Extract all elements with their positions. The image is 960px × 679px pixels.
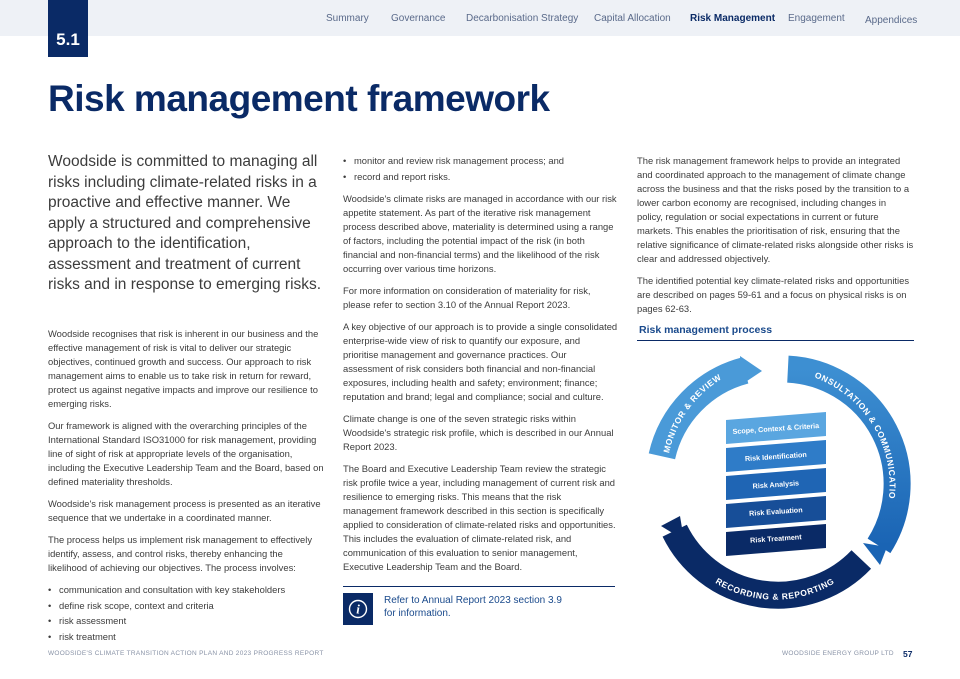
list-item: • risk treatment — [48, 630, 324, 644]
section-number: 5.1 — [56, 30, 80, 49]
column-1 — [48, 327, 324, 645]
nav-governance[interactable]: Governance — [391, 13, 446, 24]
col1-paragraph-2: Our framework is aligned with the overarching principles of the International Standard ISO31000 for risk management, providing line of sight of risk at appropriate levels of the organisation, including the Executive Leadership Team and the Board, based on defined materiality thresholds. — [48, 420, 324, 487]
callout-text[interactable] — [384, 594, 562, 620]
process-step-4 — [726, 496, 826, 528]
nav-risk-management[interactable]: Risk Management — [690, 13, 776, 24]
footer-report-title: WOODSIDE'S CLIMATE TRANSITION ACTION PLAN AND 2023 PROGRESS REPORT — [48, 650, 324, 657]
step-label: Risk Evaluation — [748, 505, 803, 518]
callout-line-1: Refer to Annual Report 2023 section 3.9 — [384, 595, 562, 606]
nav-appendices[interactable]: Appendices — [865, 15, 918, 26]
nav-summary[interactable]: Summary — [326, 13, 369, 24]
col2-paragraph-4: Climate change is one of the seven strategic risks within Woodside's strategic risk profile, which is described in our Annual Report 2023. — [343, 412, 614, 452]
nav-capital-allocation[interactable]: Capital Allocation — [594, 13, 671, 24]
col2-paragraph-5: The Board and Executive Leadership Team review the strategic risk profile twice a year, including management of current risk and resilience to emerging risks. This means that the risk management framework described in this section is specifically applied to consideration of climate-related risks and opportunities. This includes the evaluation of climate-related risk, and communication of this evaluation to senior management, Executive Leadership Team and the Board. — [343, 462, 616, 572]
step-label: Risk Analysis — [752, 478, 800, 491]
col3-paragraph-1: The risk management framework helps to provide an integrated and coordinated approach to the management of climate change across the business and that the risks posed by the transition to a lower carbon economy are recognised, including changes in policy, regulation or social expectations in current or future markets. This enables the prioritisation of risk, ensuring that the relative significance of climate-related risks alongside other risks is clear and addressed objectively. — [637, 155, 914, 264]
risk-process-diagram — [637, 345, 914, 617]
list-item: • monitor and review risk management process; and — [343, 154, 618, 168]
process-step-5 — [726, 524, 826, 556]
callout-line-2: for information. — [384, 608, 451, 619]
svg-text:i: i — [356, 601, 360, 617]
page-title: Risk management framework — [48, 78, 550, 119]
process-title-divider — [637, 340, 914, 341]
column-3 — [637, 154, 914, 324]
col2-paragraph-2: For more information on consideration of materiality for risk, please refer to section 3.10 of the Annual Report 2023. — [343, 284, 591, 310]
section-number-tab — [48, 0, 88, 57]
col2-paragraph-1: Woodside's climate risks are managed in accordance with our risk appetite statement. As part of the iterative risk management process described above, materiality is determined using a range of factors, including the potential impact of the risk (in both financial and non-financial terms) and the likelihood of the risk occurring over various time horizons. — [343, 192, 617, 274]
step-label: Risk Treatment — [749, 532, 802, 545]
arc-label-consultation-communication: ONSULTATION & COMMUNICATIO — [813, 369, 898, 500]
step-label: Scope, Context & Criteria — [732, 420, 820, 437]
process-bullet-list-continued — [343, 154, 618, 184]
process-step-2 — [726, 440, 826, 472]
nav-engagement[interactable]: Engagement — [788, 13, 845, 24]
annual-report-callout[interactable] — [343, 586, 615, 626]
col1-paragraph-4: The process helps us implement risk management to effectively identify, assess, and control risks, thereby enhancing the likelihood of achieving our objectives. The process involves: — [48, 534, 313, 573]
process-step-3 — [726, 468, 826, 500]
step-label: Risk Identification — [744, 449, 808, 464]
list-item: • define risk scope, context and criteria — [48, 599, 324, 613]
nav-decarbonisation-strategy[interactable]: Decarbonisation Strategy — [466, 13, 579, 24]
arc-label-monitor-review: MONITOR & REVIEW — [661, 371, 724, 454]
column-2 — [343, 154, 618, 582]
info-icon — [343, 593, 373, 625]
page-number: 57 — [903, 649, 913, 659]
col3-paragraph-2: The identified potential key climate-related risks and opportunities are described on pages 59-61 and a focus on physical risks is on pages 62-63. — [637, 275, 910, 314]
arc-label-recording-reporting: RECORDING & REPORTING — [713, 575, 837, 602]
intro-paragraph: Woodside is committed to managing all risks including climate-related risks in a proactive and effective manner. We apply a structured and comprehensive approach to the identification, assessment and treatment of current risks and in response to emerging risks. — [48, 153, 322, 293]
col2-paragraph-3: A key objective of our approach is to provide a single consolidated enterprise-wide view of risk to quantify our exposure, and prioritise management and governance practices. Our assessment of risk considers both financial and non-financial exposures, including health and safety; environment; finance; reputation and brand; legal and compliance; social and culture. — [343, 320, 618, 402]
col1-paragraph-3: Woodside's risk management process is presented as an iterative sequence that we undertake in a coordinated manner. — [48, 498, 321, 523]
process-bullet-list — [48, 583, 324, 644]
list-item: • record and report risks. — [343, 170, 618, 184]
process-title: Risk management process — [639, 324, 773, 336]
footer-company: WOODSIDE ENERGY GROUP LTD — [782, 650, 894, 657]
list-item: • risk assessment — [48, 614, 324, 628]
col1-paragraph-1: Woodside recognises that risk is inherent in our business and the effective management of risk is vital to deliver our strategic objectives, continued growth and success. Our approach to risk management aims to enable us to take risk in return for reward, protect us against negative impacts and improve our resilience to emerging risks. — [48, 328, 319, 409]
list-item: • communication and consultation with key stakeholders — [48, 583, 324, 597]
process-step-1 — [726, 412, 826, 444]
